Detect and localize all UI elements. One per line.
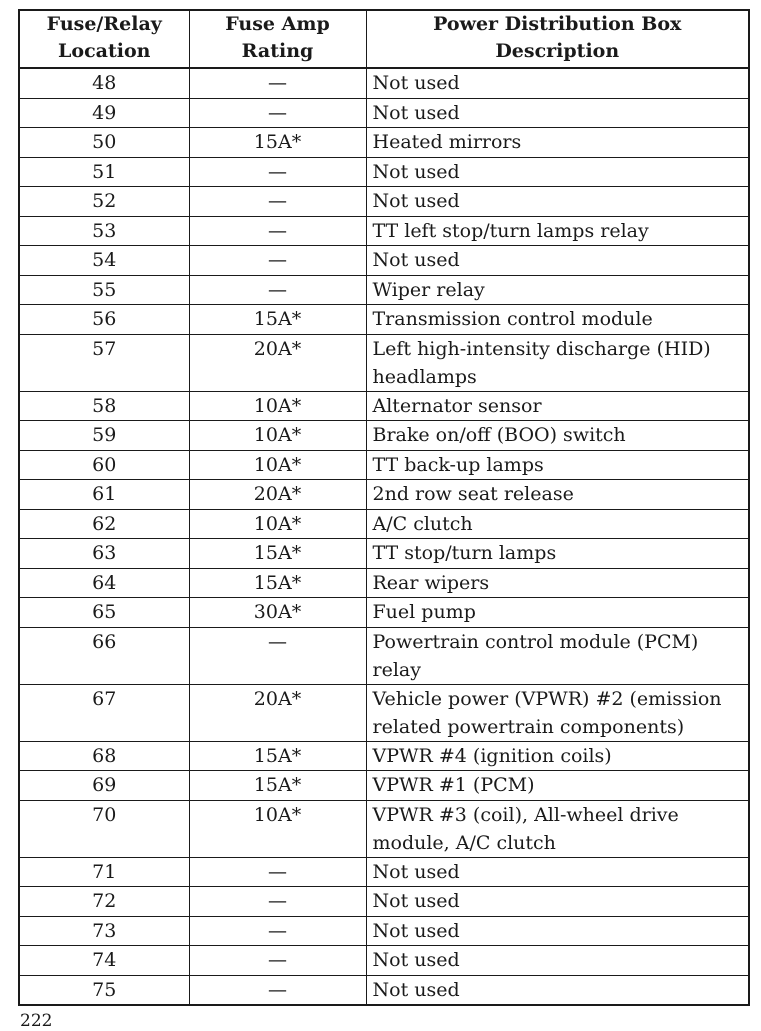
header-location [19,10,189,68]
cell-amp: — [189,857,366,887]
cell-description: Fuel pump [366,598,749,628]
cell-amp: 30A* [189,598,366,628]
table-row [19,128,749,158]
cell-amp: — [189,946,366,976]
cell-location: 51 [19,157,189,187]
cell-location: 65 [19,598,189,628]
cell-location: 67 [19,684,189,741]
cell-description: A/C clutch [366,509,749,539]
cell-location: 49 [19,98,189,128]
table-row [19,450,749,480]
table-row [19,421,749,451]
cell-amp: 15A* [189,741,366,771]
cell-amp: — [189,275,366,305]
cell-amp: — [189,187,366,217]
cell-location: 60 [19,450,189,480]
table-row [19,98,749,128]
cell-description: VPWR #4 (ignition coils) [366,741,749,771]
table-row [19,187,749,217]
cell-description: Wiper relay [366,275,749,305]
header-location-line1: Fuse/Relay [46,13,162,35]
cell-description: Not used [366,887,749,917]
table-body [19,68,749,1005]
cell-amp: 20A* [189,684,366,741]
table-row [19,741,749,771]
cell-location: 48 [19,68,189,98]
cell-location: 56 [19,305,189,335]
cell-amp: — [189,975,366,1005]
cell-location: 69 [19,771,189,801]
cell-location: 72 [19,887,189,917]
cell-amp: — [189,246,366,276]
table-row [19,334,749,391]
cell-location: 61 [19,480,189,510]
table-row [19,800,749,857]
table-row [19,627,749,684]
cell-amp: 10A* [189,509,366,539]
cell-description: VPWR #1 (PCM) [366,771,749,801]
cell-amp: 15A* [189,305,366,335]
cell-description: Vehicle power (VPWR) #2 (emission related powertrain components) [366,684,749,741]
cell-description: 2nd row seat release [366,480,749,510]
cell-description: Rear wipers [366,568,749,598]
cell-description: Alternator sensor [366,391,749,421]
cell-amp: 10A* [189,450,366,480]
cell-amp: — [189,216,366,246]
cell-amp: 10A* [189,421,366,451]
cell-description: VPWR #3 (coil), All-wheel drive module, A/C clutch [366,800,749,857]
cell-location: 58 [19,391,189,421]
cell-location: 57 [19,334,189,391]
table-row [19,946,749,976]
cell-description: Not used [366,157,749,187]
cell-description: Powertrain control module (PCM) relay [366,627,749,684]
cell-amp: — [189,887,366,917]
header-amp-line2: Rating [241,40,314,62]
header-desc-line2: Description [495,40,620,62]
page-number: 222 [20,1011,53,1031]
cell-location: 74 [19,946,189,976]
cell-location: 52 [19,187,189,217]
cell-amp: — [189,157,366,187]
cell-location: 63 [19,539,189,569]
cell-amp: — [189,98,366,128]
cell-location: 62 [19,509,189,539]
cell-description: Not used [366,916,749,946]
cell-description: Not used [366,246,749,276]
table-row [19,916,749,946]
table-row [19,771,749,801]
cell-description: TT left stop/turn lamps relay [366,216,749,246]
table-row [19,275,749,305]
cell-amp: — [189,627,366,684]
cell-description: Not used [366,946,749,976]
cell-amp: — [189,916,366,946]
cell-description: Not used [366,187,749,217]
cell-amp: 20A* [189,334,366,391]
header-desc-line1: Power Distribution Box [433,13,682,35]
cell-amp: 10A* [189,391,366,421]
table-row [19,684,749,741]
cell-description: Not used [366,975,749,1005]
table-row [19,568,749,598]
cell-description: Left high-intensity discharge (HID) headlamps [366,334,749,391]
cell-description: Not used [366,68,749,98]
cell-location: 54 [19,246,189,276]
cell-amp: 15A* [189,771,366,801]
cell-location: 71 [19,857,189,887]
header-location-line2: Location [58,40,151,62]
table-header-row [19,10,749,68]
cell-location: 70 [19,800,189,857]
table-row [19,216,749,246]
cell-location: 64 [19,568,189,598]
cell-amp: 10A* [189,800,366,857]
table-row [19,305,749,335]
cell-location: 68 [19,741,189,771]
cell-description: Brake on/off (BOO) switch [366,421,749,451]
cell-description: Heated mirrors [366,128,749,158]
header-amp-line1: Fuse Amp [225,13,330,35]
cell-location: 50 [19,128,189,158]
table-row [19,598,749,628]
table-row [19,391,749,421]
cell-location: 75 [19,975,189,1005]
cell-location: 73 [19,916,189,946]
table-row [19,975,749,1005]
table-row [19,68,749,98]
cell-description: TT stop/turn lamps [366,539,749,569]
table-row [19,157,749,187]
cell-location: 55 [19,275,189,305]
table-row [19,539,749,569]
cell-amp: 15A* [189,568,366,598]
table-row [19,857,749,887]
table-row [19,246,749,276]
table-row [19,887,749,917]
cell-amp: 15A* [189,128,366,158]
cell-description: Not used [366,98,749,128]
cell-amp: — [189,68,366,98]
cell-location: 59 [19,421,189,451]
cell-location: 53 [19,216,189,246]
cell-location: 66 [19,627,189,684]
table-row [19,480,749,510]
cell-description: Not used [366,857,749,887]
table-row [19,509,749,539]
cell-description: Transmission control module [366,305,749,335]
fuse-relay-table [18,9,750,1006]
header-amp-rating [189,10,366,68]
cell-description: TT back-up lamps [366,450,749,480]
header-description [366,10,749,68]
cell-amp: 15A* [189,539,366,569]
cell-amp: 20A* [189,480,366,510]
